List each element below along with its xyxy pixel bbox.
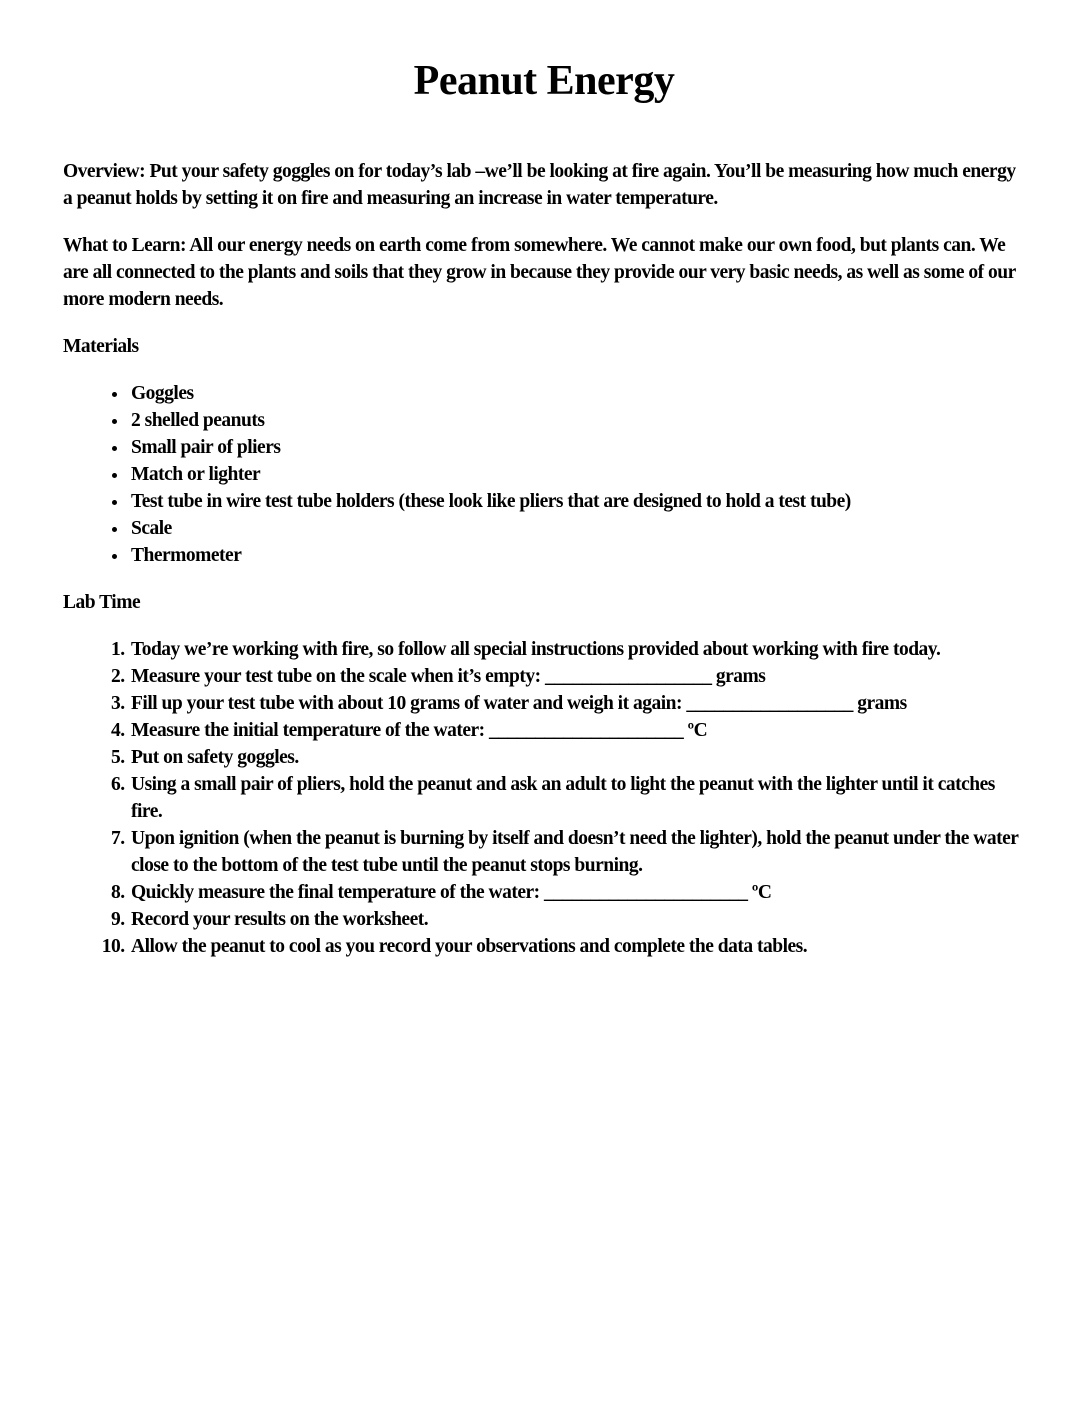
what-to-learn-text: All our energy needs on earth come from somewhere. We cannot make our own food, but plants can. We are all connected to the plants and soils that they grow in because they provide our very basic needs, as well as some of our more modern needs. [63,235,1016,311]
page-title: Peanut Energy [413,58,675,104]
materials-item: • Thermometer [129,542,1025,569]
lab-steps-list [63,636,1025,960]
what-to-learn-label: What to Learn: [63,235,186,257]
what-to-learn-paragraph [63,232,1025,313]
materials-heading: Materials [63,336,139,358]
materials-item: • Goggles [129,380,1025,407]
overview-label: Overview: [63,161,146,183]
lab-step: 3. Fill up your test tube with about 10 grams of water and weigh it again: __________________ grams [129,690,1025,717]
lab-step: 6. Using a small pair of pliers, hold the peanut and ask an adult to light the peanut with the lighter until it catches fire. [129,771,1025,825]
lab-step: 8. Quickly measure the final temperature of the water: ______________________ ºC [129,879,1025,906]
overview-paragraph [63,158,1025,212]
lab-step: 9. Record your results on the worksheet. [129,906,1025,933]
overview-text: Put your safety goggles on for today’s lab –we’ll be looking at fire again. You’ll be measuring how much energy a peanut holds by setting it on fire and measuring an increase in water temperature. [63,161,1016,210]
lab-step: 10. Allow the peanut to cool as you record your observations and complete the data tables. [129,933,1025,960]
lab-step: 5. Put on safety goggles. [129,744,1025,771]
lab-step: 2. Measure your test tube on the scale when it’s empty: __________________ grams [129,663,1025,690]
lab-step: 1. Today we’re working with fire, so follow all special instructions provided about working with fire today. [129,636,1025,663]
materials-item: • Match or lighter [129,461,1025,488]
materials-item: • Scale [129,515,1025,542]
materials-item: • Small pair of pliers [129,434,1025,461]
lab-time-heading: Lab Time [63,592,141,614]
materials-item: • 2 shelled peanuts [129,407,1025,434]
lab-step: 7. Upon ignition (when the peanut is burning by itself and doesn’t need the lighter), hold the peanut under the water close to the bottom of the test tube until the peanut stops burning. [129,825,1025,879]
lab-step: 4. Measure the initial temperature of the water: _____________________ ºC [129,717,1025,744]
materials-list [63,380,1025,569]
materials-item: • Test tube in wire test tube holders (these look like pliers that are designed to hold a test tube) [129,488,1025,515]
